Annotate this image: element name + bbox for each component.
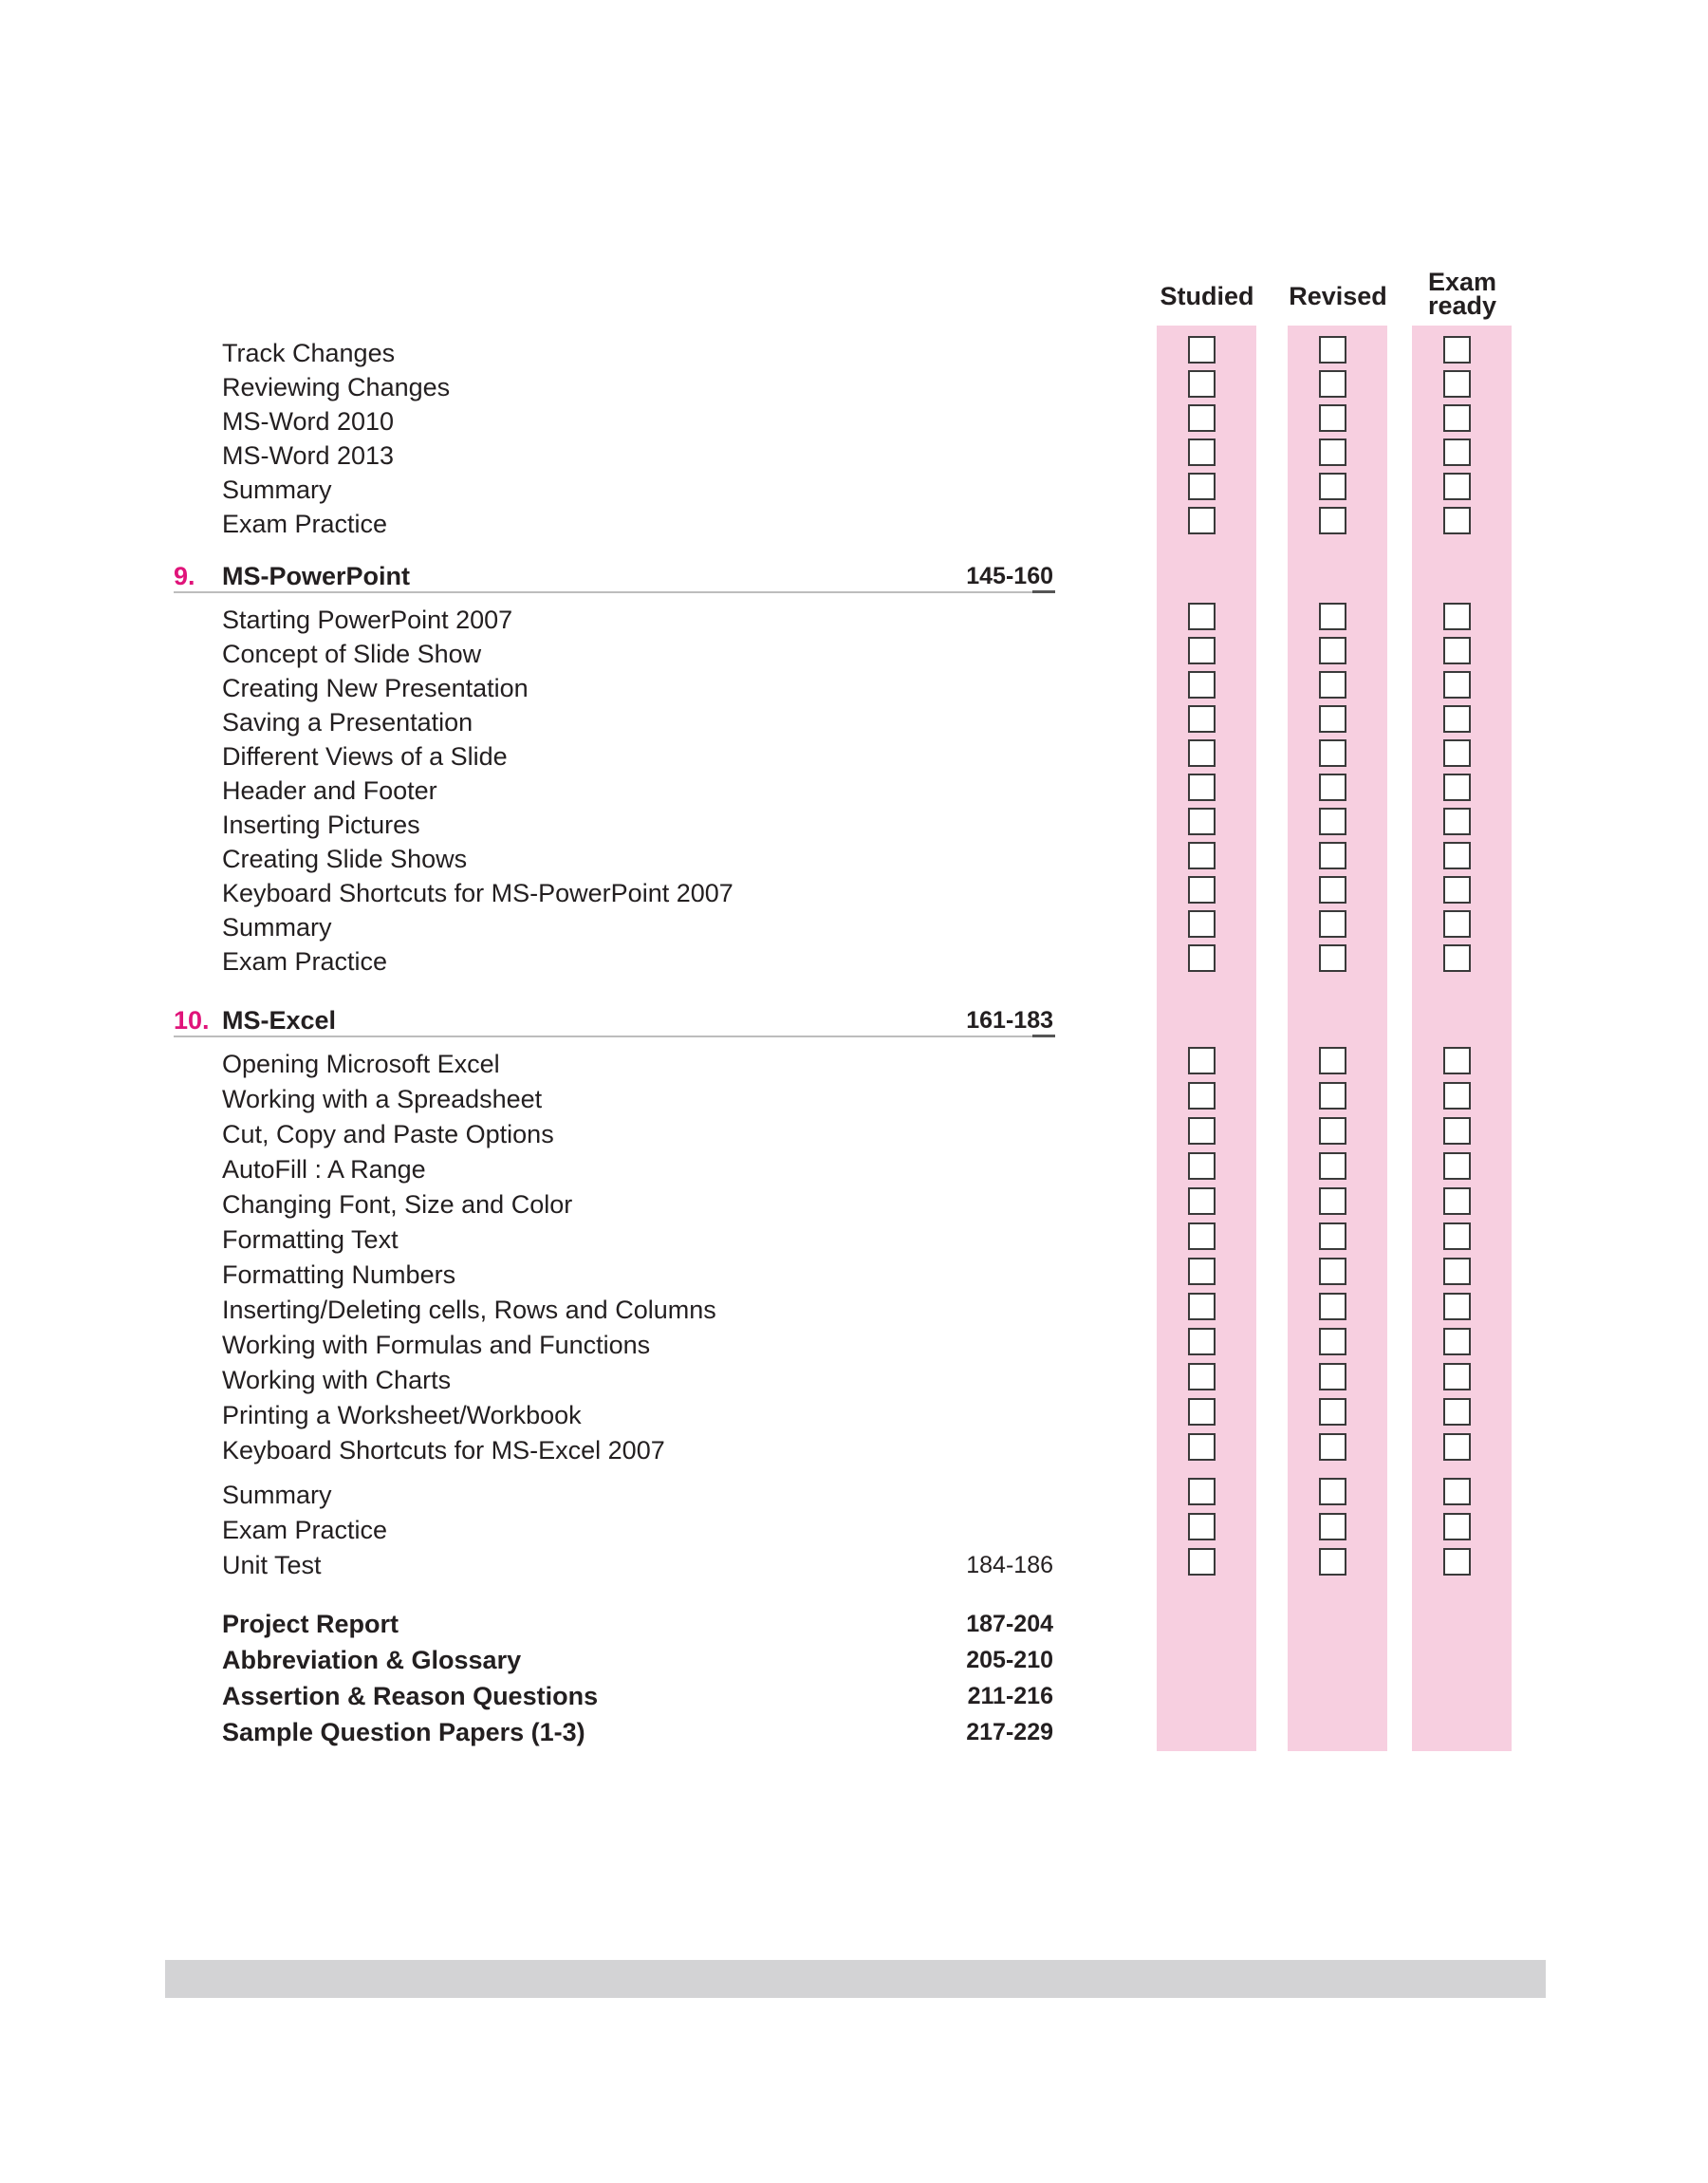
exam-ready-checkbox[interactable] xyxy=(1443,1293,1471,1320)
topic-row: Opening Microsoft Excel xyxy=(222,1050,500,1078)
revised-checkbox[interactable] xyxy=(1319,1513,1346,1540)
studied-checkbox[interactable] xyxy=(1188,438,1216,466)
revised-checkbox[interactable] xyxy=(1319,808,1346,835)
revised-checkbox[interactable] xyxy=(1319,1117,1346,1145)
topic-row: Creating New Presentation xyxy=(222,674,529,702)
topic-row: Summary xyxy=(222,1481,332,1509)
topic-row: AutoFill : A Range xyxy=(222,1155,426,1184)
exam-ready-checkbox[interactable] xyxy=(1443,1152,1471,1180)
revised-checkbox[interactable] xyxy=(1319,1293,1346,1320)
studied-checkbox[interactable] xyxy=(1188,1513,1216,1540)
chapter-9-number: 9. xyxy=(174,562,195,590)
revised-checkbox[interactable] xyxy=(1319,336,1346,364)
topic-row: Header and Footer xyxy=(222,776,437,805)
studied-checkbox[interactable] xyxy=(1188,1433,1216,1461)
exam-ready-checkbox[interactable] xyxy=(1443,1548,1471,1576)
unit-test-pages: 184-186 xyxy=(966,1552,1053,1578)
revised-checkbox[interactable] xyxy=(1319,1152,1346,1180)
studied-checkbox[interactable] xyxy=(1188,336,1216,364)
revised-checkbox[interactable] xyxy=(1319,876,1346,904)
revised-checkbox[interactable] xyxy=(1319,1047,1346,1074)
studied-checkbox[interactable] xyxy=(1188,1152,1216,1180)
exam-ready-checkbox[interactable] xyxy=(1443,637,1471,664)
back-matter-pages: 217-229 xyxy=(966,1719,1053,1745)
studied-checkbox[interactable] xyxy=(1188,705,1216,733)
revised-checkbox[interactable] xyxy=(1319,1082,1346,1110)
topic-row: Saving a Presentation xyxy=(222,708,473,737)
topic-row: Working with Formulas and Functions xyxy=(222,1331,651,1359)
revised-checkbox[interactable] xyxy=(1319,944,1346,972)
topic-row: Working with Charts xyxy=(222,1366,452,1394)
exam-ready-checkbox[interactable] xyxy=(1443,336,1471,364)
revised-header: Revised xyxy=(1289,282,1387,310)
exam-ready-checkbox[interactable] xyxy=(1443,1117,1471,1145)
exam-ready-checkbox[interactable] xyxy=(1443,1187,1471,1215)
topic-row: Different Views of a Slide xyxy=(222,742,508,771)
topic-row: Reviewing Changes xyxy=(222,373,451,401)
studied-checkbox[interactable] xyxy=(1188,1548,1216,1576)
exam-ready-checkbox[interactable] xyxy=(1443,370,1471,398)
studied-checkbox[interactable] xyxy=(1188,808,1216,835)
exam-ready-header-line1: Exam xyxy=(1427,268,1497,296)
back-matter-item: Abbreviation & Glossary xyxy=(222,1646,522,1674)
chapter-10-title: MS-Excel xyxy=(222,1006,337,1035)
chapter-10-rule-accent xyxy=(1032,1035,1055,1037)
studied-checkbox[interactable] xyxy=(1188,876,1216,904)
studied-checkbox[interactable] xyxy=(1188,603,1216,630)
studied-checkbox[interactable] xyxy=(1188,473,1216,500)
studied-checkbox[interactable] xyxy=(1188,944,1216,972)
studied-checkbox[interactable] xyxy=(1188,1363,1216,1390)
studied-checkbox[interactable] xyxy=(1188,404,1216,432)
exam-ready-checkbox[interactable] xyxy=(1443,603,1471,630)
revised-checkbox[interactable] xyxy=(1319,370,1346,398)
topic-row: Formatting Numbers xyxy=(222,1260,456,1289)
revised-checkbox[interactable] xyxy=(1319,1398,1346,1426)
revised-checkbox[interactable] xyxy=(1319,910,1346,938)
back-matter-item: Sample Question Papers (1-3) xyxy=(222,1718,585,1746)
back-matter-pages: 187-204 xyxy=(966,1611,1053,1637)
studied-checkbox[interactable] xyxy=(1188,842,1216,869)
exam-ready-checkbox[interactable] xyxy=(1443,1433,1471,1461)
revised-checkbox[interactable] xyxy=(1319,507,1346,534)
exam-ready-checkbox[interactable] xyxy=(1443,944,1471,972)
topic-row: Changing Font, Size and Color xyxy=(222,1190,573,1219)
revised-checkbox[interactable] xyxy=(1319,1363,1346,1390)
revised-checkbox[interactable] xyxy=(1319,637,1346,664)
exam-ready-checkbox[interactable] xyxy=(1443,1047,1471,1074)
studied-checkbox[interactable] xyxy=(1188,1293,1216,1320)
revised-checkbox[interactable] xyxy=(1319,842,1346,869)
exam-ready-checkbox[interactable] xyxy=(1443,910,1471,938)
studied-checkbox[interactable] xyxy=(1188,1478,1216,1505)
exam-ready-checkbox[interactable] xyxy=(1443,1258,1471,1285)
revised-checkbox[interactable] xyxy=(1319,1478,1346,1505)
exam-ready-checkbox[interactable] xyxy=(1443,1328,1471,1355)
exam-ready-checkbox[interactable] xyxy=(1443,1222,1471,1250)
chapter-9-rule-accent xyxy=(1032,590,1055,593)
revised-checkbox[interactable] xyxy=(1319,1222,1346,1250)
studied-header: Studied xyxy=(1160,282,1254,310)
exam-ready-checkbox[interactable] xyxy=(1443,507,1471,534)
topic-row: Summary xyxy=(222,476,332,504)
studied-checkbox[interactable] xyxy=(1188,1222,1216,1250)
footer-bar xyxy=(165,1960,1546,1998)
exam-ready-checkbox[interactable] xyxy=(1443,705,1471,733)
exam-ready-checkbox[interactable] xyxy=(1443,1363,1471,1390)
exam-ready-header xyxy=(1396,268,1529,320)
chapter-9-pages: 145-160 xyxy=(966,563,1053,589)
revised-checkbox[interactable] xyxy=(1319,774,1346,801)
revised-checkbox[interactable] xyxy=(1319,739,1346,767)
exam-ready-checkbox[interactable] xyxy=(1443,473,1471,500)
studied-checkbox[interactable] xyxy=(1188,774,1216,801)
exam-ready-checkbox[interactable] xyxy=(1443,1513,1471,1540)
revised-checkbox[interactable] xyxy=(1319,1328,1346,1355)
topic-row: Track Changes xyxy=(222,339,396,367)
exam-ready-checkbox[interactable] xyxy=(1443,876,1471,904)
topic-row: Creating Slide Shows xyxy=(222,845,468,873)
exam-ready-header-line2: ready xyxy=(1427,291,1497,320)
unit-test-label: Unit Test xyxy=(222,1551,322,1579)
topic-row: Exam Practice xyxy=(222,510,388,538)
topic-row: Inserting/Deleting cells, Rows and Columns xyxy=(222,1296,716,1324)
exam-ready-checkbox[interactable] xyxy=(1443,671,1471,699)
revised-checkbox[interactable] xyxy=(1319,671,1346,699)
exam-ready-checkbox[interactable] xyxy=(1443,739,1471,767)
exam-ready-checkbox[interactable] xyxy=(1443,842,1471,869)
topic-row: Cut, Copy and Paste Options xyxy=(222,1120,554,1148)
studied-checkbox[interactable] xyxy=(1188,1328,1216,1355)
exam-ready-checkbox[interactable] xyxy=(1443,1398,1471,1426)
revised-checkbox[interactable] xyxy=(1319,404,1346,432)
studied-checkbox[interactable] xyxy=(1188,739,1216,767)
chapter-10-number: 10. xyxy=(174,1006,210,1035)
revised-checkbox[interactable] xyxy=(1319,1433,1346,1461)
topic-row: Exam Practice xyxy=(222,1516,388,1544)
exam-ready-checkbox[interactable] xyxy=(1443,438,1471,466)
exam-ready-checkbox[interactable] xyxy=(1443,1082,1471,1110)
back-matter-pages: 211-216 xyxy=(967,1683,1053,1709)
exam-ready-checkbox[interactable] xyxy=(1443,808,1471,835)
back-matter-item: Project Report xyxy=(222,1610,399,1638)
studied-checkbox[interactable] xyxy=(1188,1258,1216,1285)
revised-checkbox[interactable] xyxy=(1319,1548,1346,1576)
topic-row: Formatting Text xyxy=(222,1225,399,1254)
topic-row: Inserting Pictures xyxy=(222,811,420,839)
studied-checkbox[interactable] xyxy=(1188,1398,1216,1426)
revised-checkbox[interactable] xyxy=(1319,603,1346,630)
studied-checkbox[interactable] xyxy=(1188,1047,1216,1074)
topic-row: Keyboard Shortcuts for MS-Excel 2007 xyxy=(222,1436,665,1465)
studied-checkbox[interactable] xyxy=(1188,910,1216,938)
topic-row: MS-Word 2010 xyxy=(222,407,395,436)
studied-checkbox[interactable] xyxy=(1188,1187,1216,1215)
revised-checkbox[interactable] xyxy=(1319,1187,1346,1215)
studied-checkbox[interactable] xyxy=(1188,1117,1216,1145)
chapter-10-pages: 161-183 xyxy=(966,1007,1053,1034)
topic-row: Concept of Slide Show xyxy=(222,640,482,668)
back-matter-pages: 205-210 xyxy=(966,1647,1053,1673)
back-matter-item: Assertion & Reason Questions xyxy=(222,1682,599,1710)
exam-ready-checkbox[interactable] xyxy=(1443,404,1471,432)
studied-checkbox[interactable] xyxy=(1188,507,1216,534)
topic-row: Working with a Spreadsheet xyxy=(222,1085,543,1113)
revised-checkbox[interactable] xyxy=(1319,1258,1346,1285)
exam-ready-checkbox[interactable] xyxy=(1443,1478,1471,1505)
revised-checkbox[interactable] xyxy=(1319,705,1346,733)
studied-checkbox[interactable] xyxy=(1188,637,1216,664)
topic-row: Starting PowerPoint 2007 xyxy=(222,606,513,634)
studied-checkbox[interactable] xyxy=(1188,1082,1216,1110)
studied-checkbox[interactable] xyxy=(1188,370,1216,398)
topic-row: MS-Word 2013 xyxy=(222,441,395,470)
chapter-10-rule xyxy=(174,1036,1053,1037)
chapter-9-rule xyxy=(174,591,1053,593)
revised-checkbox[interactable] xyxy=(1319,438,1346,466)
topic-row: Keyboard Shortcuts for MS-PowerPoint 2007 xyxy=(222,879,733,907)
studied-checkbox[interactable] xyxy=(1188,671,1216,699)
topic-row: Summary xyxy=(222,913,332,942)
revised-checkbox[interactable] xyxy=(1319,473,1346,500)
topic-row: Exam Practice xyxy=(222,947,388,976)
topic-row: Printing a Worksheet/Workbook xyxy=(222,1401,582,1429)
chapter-9-title: MS-PowerPoint xyxy=(222,562,411,590)
exam-ready-checkbox[interactable] xyxy=(1443,774,1471,801)
